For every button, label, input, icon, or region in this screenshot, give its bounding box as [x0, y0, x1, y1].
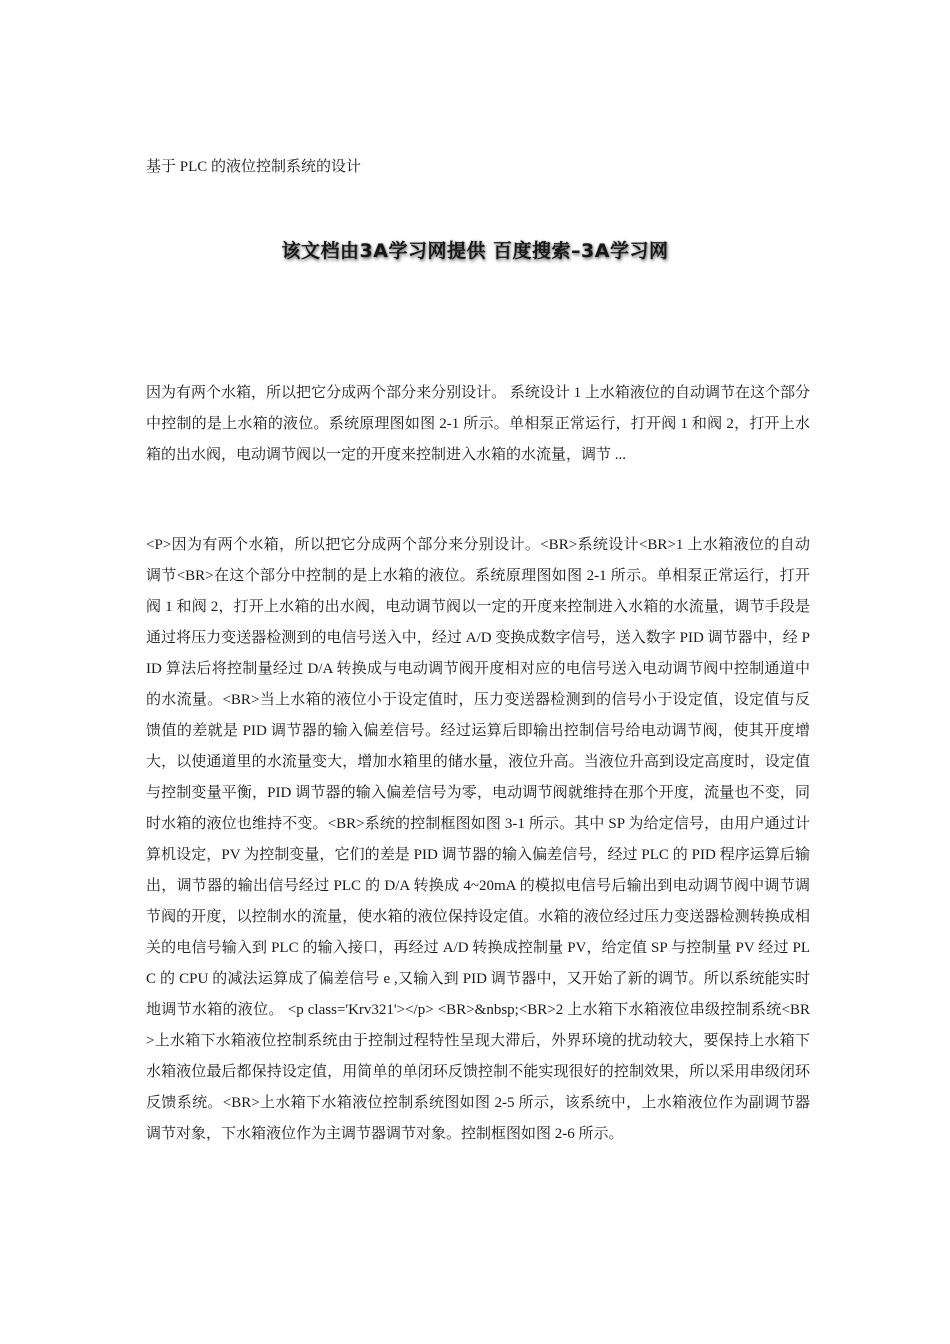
watermark-banner: 该文档由3A学习网提供 百度搜索–3A学习网: [281, 240, 669, 262]
body-paragraph: <P>因为有两个水箱，所以把它分成两个部分来分别设计。<BR>系统设计<BR>1 上水箱液位的自动调节<BR>在这个部分中控制的是上水箱的液位。系统原理图如图 2-1 所示。单相泵正常运行，打开阀 1 和阀 2，打开上水箱的出水阀，电动调节阀以一定的开度来控制进入水箱的水流量，调节手段是通过将压力变送器检测到的电信号送入中，经过 A/D 变换成数字信号，送入数字 PID 调节器中，经 PID 算法后将控制量经过 D/A 转换成与电动调节阀开度相对应的电信号送入电动调节阀中控制通道中的水流量。<BR>当上水箱的液位小于设定值时，压力变送器检测到的信号小于设定值，设定值与反馈值的差就是 PID 调节器的输入偏差信号。经过运算后即输出控制信号给电动调节阀，使其开度增大，以使通道里的水流量变大，增加水箱里的储水量，液位升高。当液位升高到设定高度时，设定值与控制变量平衡，PID 调节器的输入偏差信号为零，电动调节阀就维持在那个开度，流量也不变，同时水箱的液位也维持不变。<BR>系统的控制框图如图 3-1 所示。其中 SP 为给定信号，由用户通过计算机设定，PV 为控制变量，它们的差是 PID 调节器的输入偏差信号，经过 PLC 的 PID 程序运算后输出，调节器的输出信号经过 PLC 的 D/A 转换成 4~20mA 的模拟电信号后输出到电动调节阀中调节调节阀的开度，以控制水的流量，使水箱的液位保持设定值。水箱的液位经过压力变送器检测转换成相关的电信号输入到 PLC 的输入接口，再经过 A/D 转换成控制量 PV，给定值 SP 与控制量 PV 经过 PLC 的 CPU 的减法运算成了偏差信号 e ,又输入到 PID 调节器中，又开始了新的调节。所以系统能实时地调节水箱的液位。 <p class='Krv321'></p> <BR>&nbsp;<BR>2 上水箱下水箱液位串级控制系统<BR>上水箱下水箱液位控制系统由于控制过程特性呈现大滞后，外界环境的扰动较大，要保持上水箱下水箱液位最后都保持设定值，用简单的单闭环反馈控制不能实现很好的控制效果，所以采用串级闭环反馈系统。<BR>上水箱下水箱液位控制系统图如图 2-5 所示，该系统中，上水箱液位作为副调节器调节对象，下水箱液位作为主调节器调节对象。控制框图如图 2-6 所示。: [146, 537, 810, 1142]
document-title: 基于 PLC 的液位控制系统的设计: [146, 159, 362, 175]
summary-paragraph: 因为有两个水箱，所以把它分成两个部分来分别设计。 系统设计 1 上水箱液位的自动调节在这个部分中控制的是上水箱的液位。系统原理图如图 2-1 所示。单相泵正常运行，打开阀 1 和阀 2，打开上水箱的出水阀，电动调节阀以一定的开度来控制进入水箱的水流量，调节 ...: [146, 385, 810, 463]
